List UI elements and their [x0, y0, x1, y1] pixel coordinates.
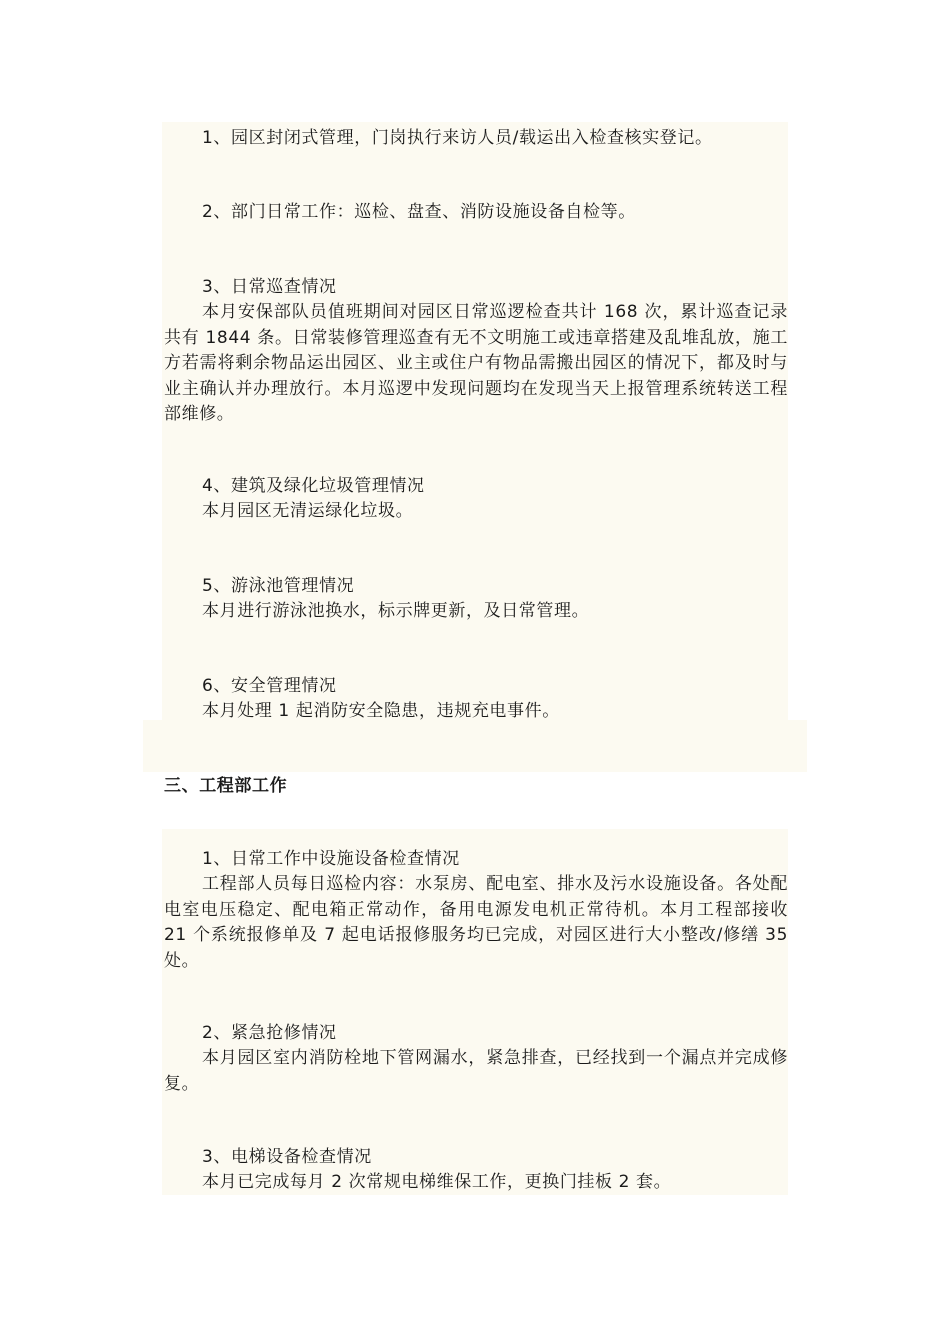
security-item-5-body: 本月进行游泳池换水，标示牌更新，及日常管理。 — [202, 601, 590, 621]
content-background-strip — [143, 720, 807, 772]
engineering-item-1-title: 1、日常工作中设施设备检查情况 — [202, 849, 460, 869]
security-item-4-title: 4、建筑及绿化垃圾管理情况 — [202, 476, 425, 496]
engineering-item-3-body: 本月已完成每月 2 次常规电梯维保工作，更换门挂板 2 套。 — [202, 1172, 672, 1192]
security-item-6-body: 本月处理 1 起消防安全隐患，违规充电事件。 — [202, 701, 560, 721]
security-item-1: 1、园区封闭式管理，门岗执行来访人员/载运出入检查核实登记。 — [202, 128, 713, 148]
security-item-5-title: 5、游泳池管理情况 — [202, 576, 355, 596]
security-item-3-body: 本月安保部队员值班期间对园区日常巡逻检查共计 168 次，累计巡查记录共有 1844 条。日常装修管理巡查有无不文明施工或违章搭建及乱堆乱放，施工方若需将剩余物品运出园区、业主或住户有物品需搬出园区的情况下，都及时与业主确认并办理放行。本月巡逻中发现问题均在发现当天上报管理系统转送工程部维修。 — [164, 302, 788, 424]
engineering-item-3-title: 3、电梯设备检查情况 — [202, 1147, 372, 1167]
security-item-2: 2、部门日常工作：巡检、盘查、消防设施设备自检等。 — [202, 202, 636, 222]
engineering-item-1-body: 工程部人员每日巡检内容：水泵房、配电室、排水及污水设施设备。各处配电室电压稳定、配电箱正常动作，备用电源发电机正常待机。本月工程部接收 21 个系统报修单及 7 起电话报修服务均已完成，对园区进行大小整改/修缮 35 处。 — [164, 874, 788, 971]
security-item-4-body: 本月园区无清运绿化垃圾。 — [202, 501, 414, 521]
engineering-item-2-body: 本月园区室内消防栓地下管网漏水，紧急排查，已经找到一个漏点并完成修复。 — [164, 1048, 788, 1094]
security-item-6-title: 6、安全管理情况 — [202, 676, 337, 696]
engineering-heading: 三、工程部工作 — [164, 776, 288, 796]
engineering-item-2-title: 2、紧急抢修情况 — [202, 1023, 337, 1043]
security-item-3-title: 3、日常巡查情况 — [202, 277, 337, 297]
